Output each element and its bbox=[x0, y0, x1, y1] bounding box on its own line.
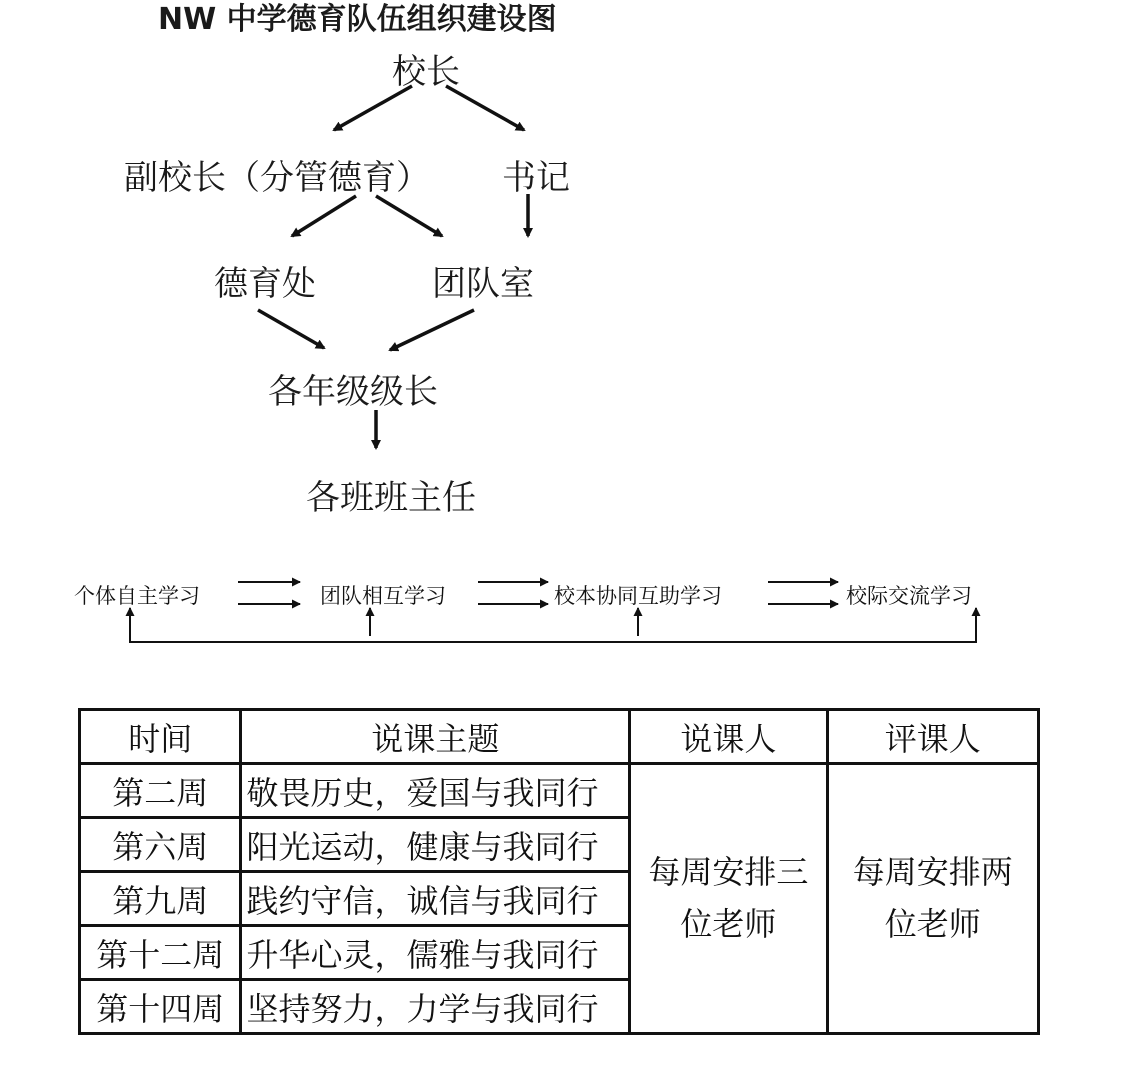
flow-step-individual: 个体自主学习 bbox=[74, 584, 200, 608]
header-theme: 说课主题 bbox=[241, 710, 630, 764]
node-principal: 校长 bbox=[392, 52, 460, 92]
arrow-principal-to-secretary bbox=[446, 86, 524, 130]
node-moral-office: 德育处 bbox=[214, 264, 316, 304]
lesson-schedule-table bbox=[78, 708, 1040, 1035]
node-vice-principal: 副校长（分管德育） bbox=[124, 158, 430, 198]
cell-theme: 践约守信，诚信与我同行 bbox=[241, 872, 630, 926]
arrow-vice-to-moral-office bbox=[292, 196, 356, 236]
cell-theme: 坚持努力，力学与我同行 bbox=[241, 980, 630, 1034]
flow-feedback-line bbox=[130, 612, 976, 642]
cell-theme: 升华心灵，儒雅与我同行 bbox=[241, 926, 630, 980]
table-header-row bbox=[80, 710, 1039, 764]
cell-time: 第二周 bbox=[80, 764, 241, 818]
cell-reviewer-note: 每周安排两位老师 bbox=[827, 764, 1038, 1034]
cell-theme: 敬畏历史，爱国与我同行 bbox=[241, 764, 630, 818]
arrow-vice-to-league-office bbox=[376, 196, 442, 236]
cell-time: 第十二周 bbox=[80, 926, 241, 980]
node-grade-leaders: 各年级级长 bbox=[268, 372, 438, 412]
header-time: 时间 bbox=[80, 710, 241, 764]
header-reviewer: 评课人 bbox=[827, 710, 1038, 764]
node-class-teachers: 各班班主任 bbox=[306, 478, 476, 518]
flow-step-interschool: 校际交流学习 bbox=[846, 584, 972, 608]
cell-time: 第九周 bbox=[80, 872, 241, 926]
header-speaker: 说课人 bbox=[630, 710, 827, 764]
arrow-moral-to-grade bbox=[258, 310, 324, 348]
flow-step-school: 校本协同互助学习 bbox=[554, 584, 722, 608]
org-chart-title: NW 中学德育队伍组织建设图 bbox=[158, 2, 557, 37]
cell-time: 第十四周 bbox=[80, 980, 241, 1034]
node-league-office: 团队室 bbox=[432, 264, 534, 304]
cell-theme: 阳光运动，健康与我同行 bbox=[241, 818, 630, 872]
arrow-league-to-grade bbox=[390, 310, 474, 350]
cell-speaker-note: 每周安排三位老师 bbox=[630, 764, 827, 1034]
arrow-principal-to-vice bbox=[334, 86, 412, 130]
table-row bbox=[80, 764, 1039, 818]
node-secretary: 书记 bbox=[502, 158, 570, 198]
flow-step-team: 团队相互学习 bbox=[320, 584, 446, 608]
cell-time: 第六周 bbox=[80, 818, 241, 872]
